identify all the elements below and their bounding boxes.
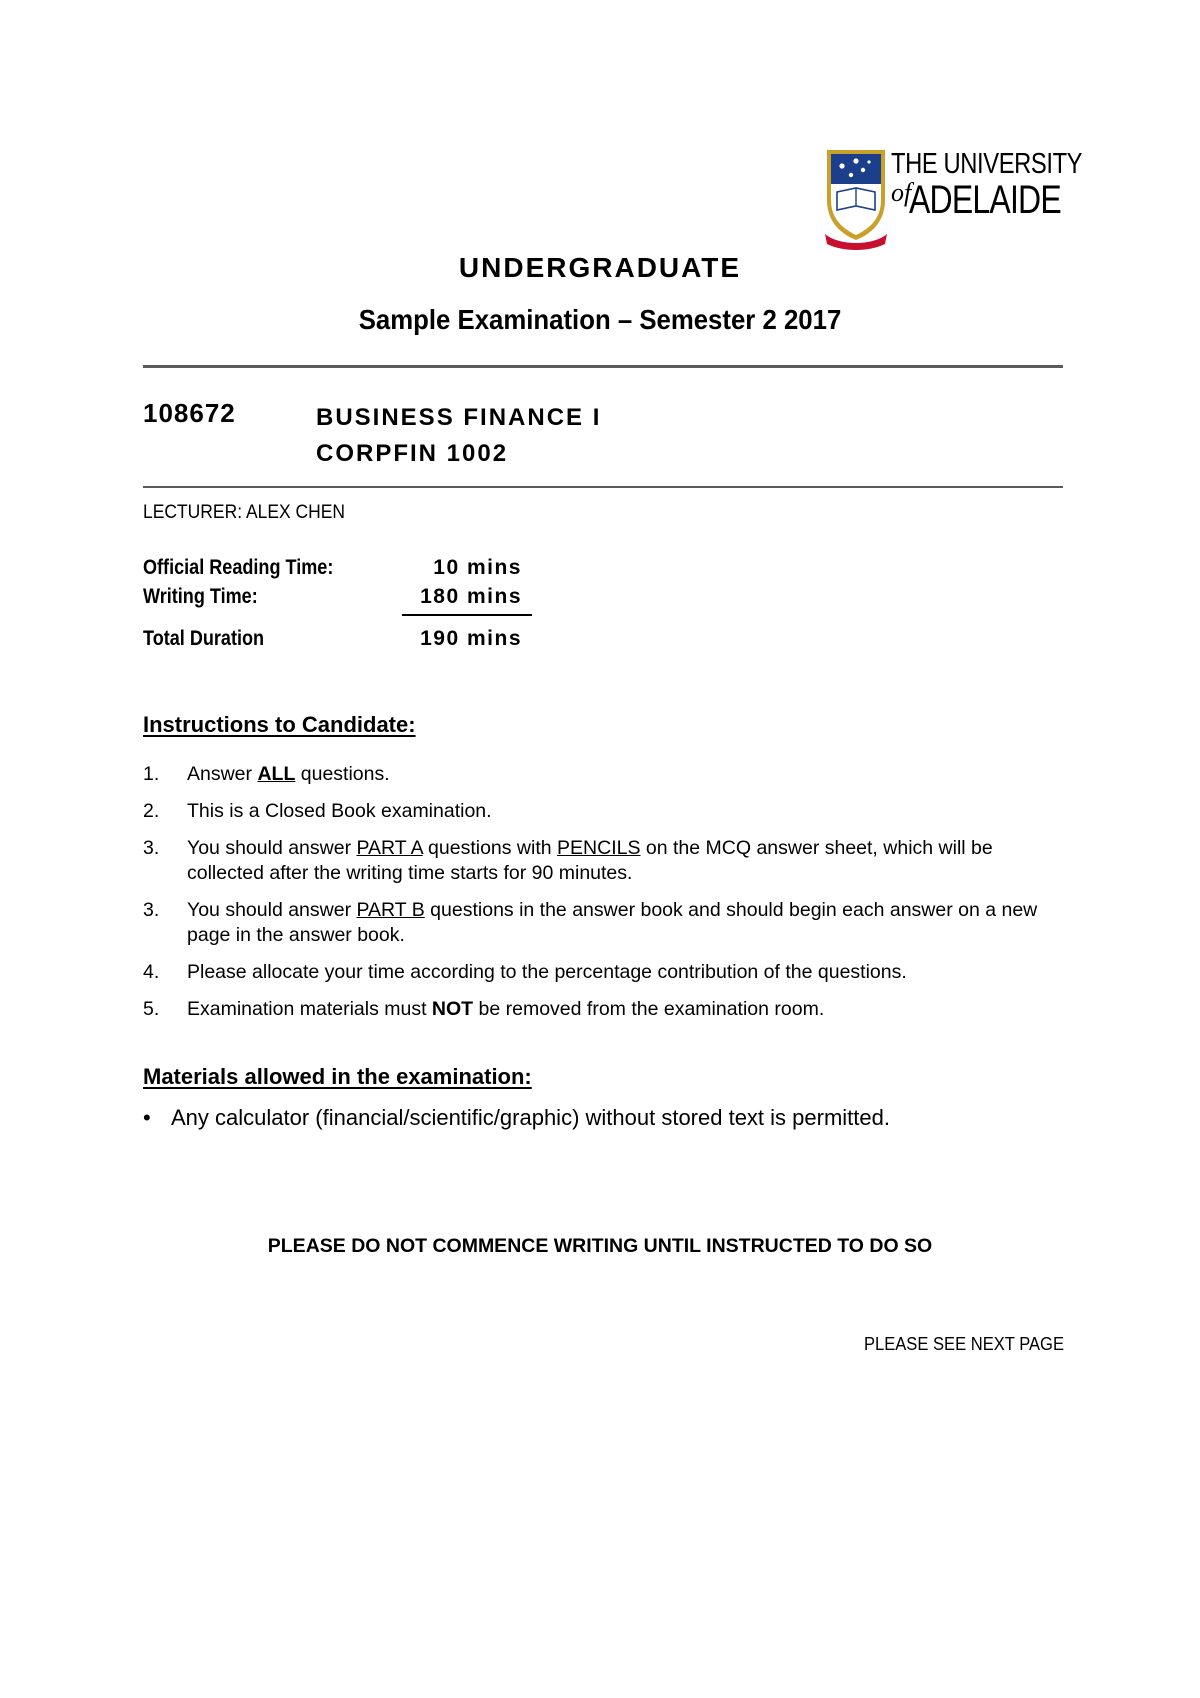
time-label: Official Reading Time: — [143, 556, 334, 579]
text: You should answer — [187, 899, 357, 921]
emphasis: PENCILS — [557, 837, 641, 859]
list-item — [143, 799, 1068, 824]
text: Answer — [187, 763, 258, 785]
lecturer-line: LECTURER: ALEX CHEN — [143, 502, 346, 523]
time-label: Writing Time: — [143, 585, 258, 608]
time-label-total: Total Duration — [143, 627, 265, 650]
divider-top — [143, 365, 1063, 368]
item-number: 2. — [143, 800, 160, 822]
emphasis: PART A — [356, 837, 423, 859]
time-sum-rule — [402, 614, 532, 616]
course-name: BUSINESS FINANCE I — [316, 404, 602, 431]
course-code: 108672 — [143, 398, 236, 428]
instructions-title: Instructions to Candidate: — [143, 712, 416, 737]
item-number: 5. — [143, 998, 160, 1020]
see-next-page-footer: PLEASE SEE NEXT PAGE — [863, 1334, 1064, 1354]
emphasis: PART B — [356, 899, 425, 921]
logo-line-university: THE UNIVERSITY — [891, 148, 1083, 180]
text: Please allocate your time according to the percentage contribution of the questions. — [187, 961, 907, 983]
item-number: 3. — [143, 899, 160, 921]
item-number: 1. — [143, 763, 160, 785]
item-number: 3. — [143, 837, 160, 859]
item-number: 4. — [143, 961, 160, 983]
text: Examination materials must — [187, 998, 432, 1020]
university-logo — [825, 148, 1083, 252]
list-item — [143, 762, 1068, 787]
bullet-icon: • — [143, 1105, 151, 1130]
logo-of: of — [891, 178, 912, 207]
time-value-total: 190 mins — [420, 627, 522, 650]
text: on the MCQ answer sheet, which will be collected after the writing time starts for 90 minutes. — [187, 837, 993, 884]
list-item — [143, 997, 1068, 1022]
logo-adelaide: ADELAIDE — [909, 178, 1062, 222]
text: questions. — [295, 763, 390, 785]
do-not-commence-notice: PLEASE DO NOT COMMENCE WRITING UNTIL INSTRUCTED TO DO SO — [267, 1235, 933, 1257]
course-subject-code: CORPFIN 1002 — [316, 440, 509, 467]
emphasis: ALL — [257, 763, 296, 785]
materials-title: Materials allowed in the examination: — [143, 1064, 532, 1089]
divider-bottom — [143, 486, 1063, 488]
materials-list — [143, 1104, 1068, 1132]
list-item — [143, 1104, 1068, 1132]
time-value: 180 mins — [420, 585, 522, 608]
program-level-heading: UNDERGRADUATE — [458, 252, 742, 283]
time-value: 10 mins — [433, 556, 522, 579]
text: questions in the answer book and should begin each answer on a new page in the answer book. — [187, 899, 1038, 946]
text: This is a Closed Book examination. — [187, 800, 492, 822]
materials-text: Any calculator (financial/scientific/graphic) without stored text is permitted. — [171, 1105, 890, 1130]
list-item — [143, 898, 1068, 948]
text: be removed from the examination room. — [473, 998, 825, 1020]
emphasis: NOT — [431, 998, 474, 1020]
list-item — [143, 960, 1068, 985]
course-title-block — [316, 400, 601, 472]
text: questions with — [422, 837, 558, 859]
list-item — [143, 836, 1068, 886]
logo-line-adelaide — [891, 178, 1099, 223]
instructions-list — [143, 762, 1068, 1034]
university-crest-icon — [825, 148, 887, 252]
exam-title-heading: Sample Examination – Semester 2 2017 — [358, 304, 842, 335]
text: You should answer — [187, 837, 357, 859]
